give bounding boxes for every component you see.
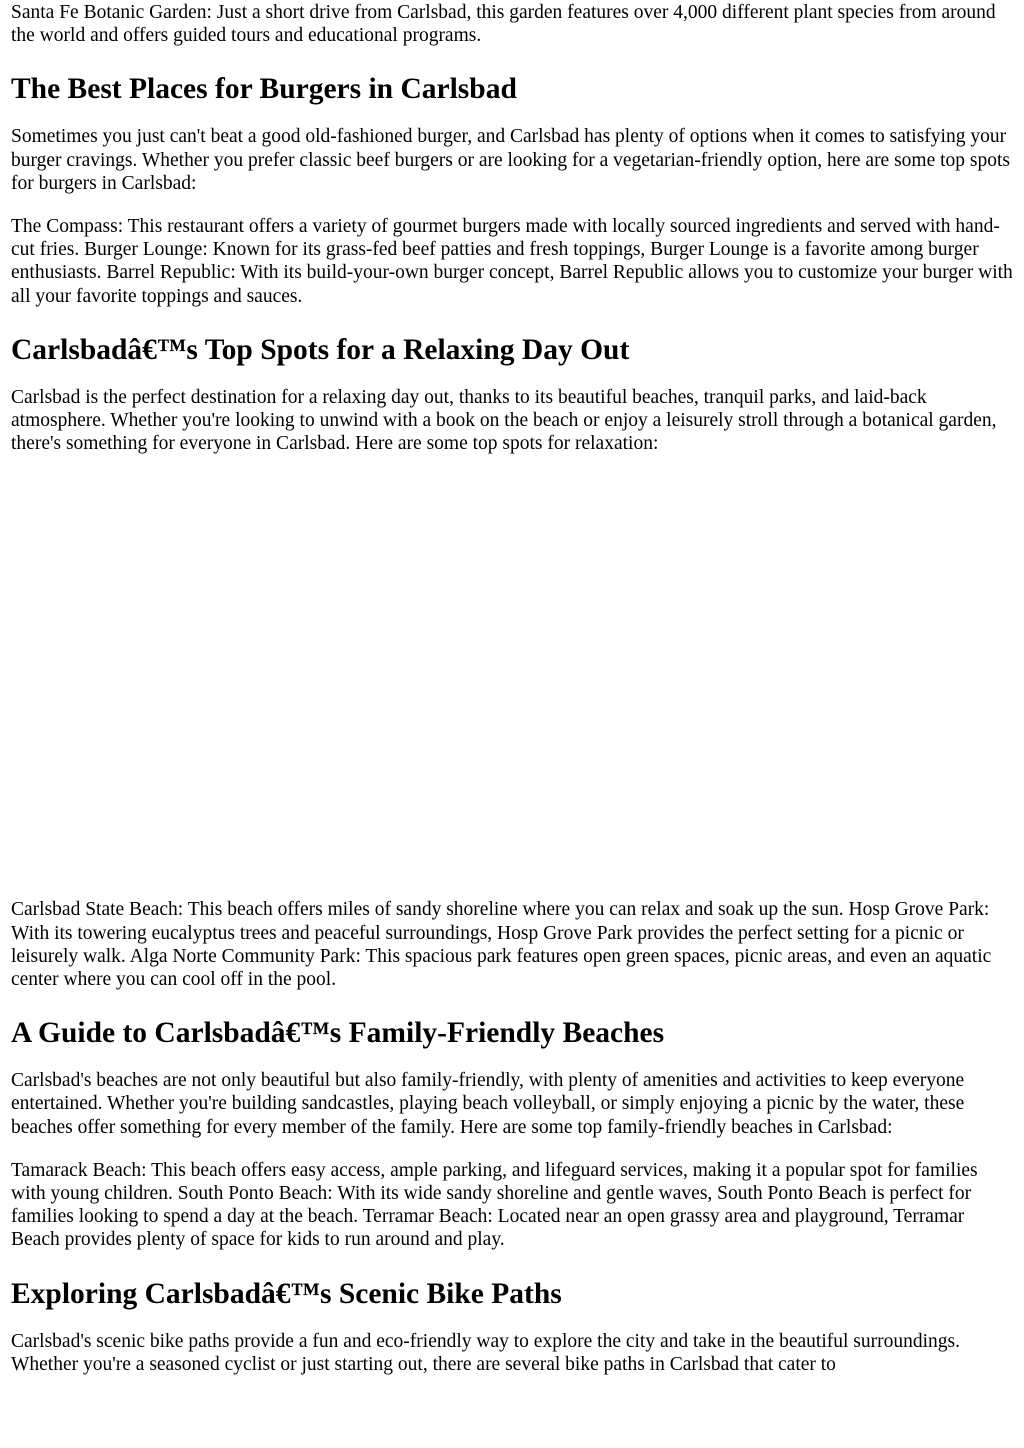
section-paragraph: Carlsbad's scenic bike paths provide a fun and eco-friendly way to explore the city and take in the beautiful surroundings. Whether you're a seasoned cyclist or just starting out, there are several bike paths in Carlsbad that cater to — [11, 1330, 960, 1375]
section-paragraph: Carlsbad's beaches are not only beautiful but also family-friendly, with plenty of amenities and activities to keep everyone entertained. Whether you're building sandcastles, playing beach volleyball, or simply enjoying a picnic by the water, these beaches offer something for every member of the family. Here are some top family-friendly beaches in Carlsbad: — [11, 1070, 965, 1138]
article-body — [11, 0, 1013, 1376]
section-heading-family-beaches: A Guide to Carlsbadâ€™s Family-Friendly Beaches — [11, 1017, 665, 1050]
intro-paragraph: Santa Fe Botanic Garden: Just a short drive from Carlsbad, this garden features over 4,000 different plant species from around the world and offers guided tours and educational programs. — [11, 2, 996, 47]
section-paragraph: The Compass: This restaurant offers a variety of gourmet burgers made with locally sourced ingredients and served with hand-cut fries. Burger Lounge: Known for its grass-fed beef patties and fresh toppings, Burger Lounge is a favorite among burger enthusiasts. Barrel Republic: With its build-your-own burger concept, Barrel Republic allows you to customize your burger with all your favorite toppings and sauces. — [11, 216, 1013, 307]
section-paragraph: Carlsbad State Beach: This beach offers miles of sandy shoreline where you can relax and soak up the sun. Hosp Grove Park: With its towering eucalyptus trees and peaceful surroundings, Hosp Grove Park provides the perfect setting for a picnic or leisurely walk. Alga Norte Community Park: This spacious park features open green spaces, picnic areas, and even an aquatic center where you can cool off in the pool. — [11, 899, 992, 991]
section-paragraph: Carlsbad is the perfect destination for a relaxing day out, thanks to its beautiful beaches, tranquil parks, and laid-back atmosphere. Whether you're looking to unwind with a book on the beach or enjoy a leisurely stroll through a botanical garden, there's something for everyone in Carlsbad. Here are some top spots for relaxation: — [11, 386, 997, 455]
section-paragraph: Tamarack Beach: This beach offers easy access, ample parking, and lifeguard services, making it a popular spot for families with young children. South Ponto Beach: With its wide sandy shoreline and gentle waves, South Ponto Beach is perfect for families looking to spend a day at the beach. Terramar Beach: Located near an open grassy area and playground, Terramar Beach provides plenty of space for kids to run around and play. — [11, 1159, 978, 1251]
blank-image-area — [11, 455, 1013, 885]
section-paragraph: Sometimes you just can't beat a good old-fashioned burger, and Carlsbad has plenty of options when it comes to satisfying your burger cravings. Whether you prefer classic beef burgers or are looking for a vegetarian-friendly option, here are some top spots for burgers in Carlsbad: — [11, 126, 1011, 194]
section-heading-relaxing: Carlsbadâ€™s Top Spots for a Relaxing Day Out — [11, 333, 630, 366]
section-heading-bike-paths: Exploring Carlsbadâ€™s Scenic Bike Paths — [11, 1277, 562, 1310]
section-heading-burgers: The Best Places for Burgers in Carlsbad — [11, 73, 517, 106]
